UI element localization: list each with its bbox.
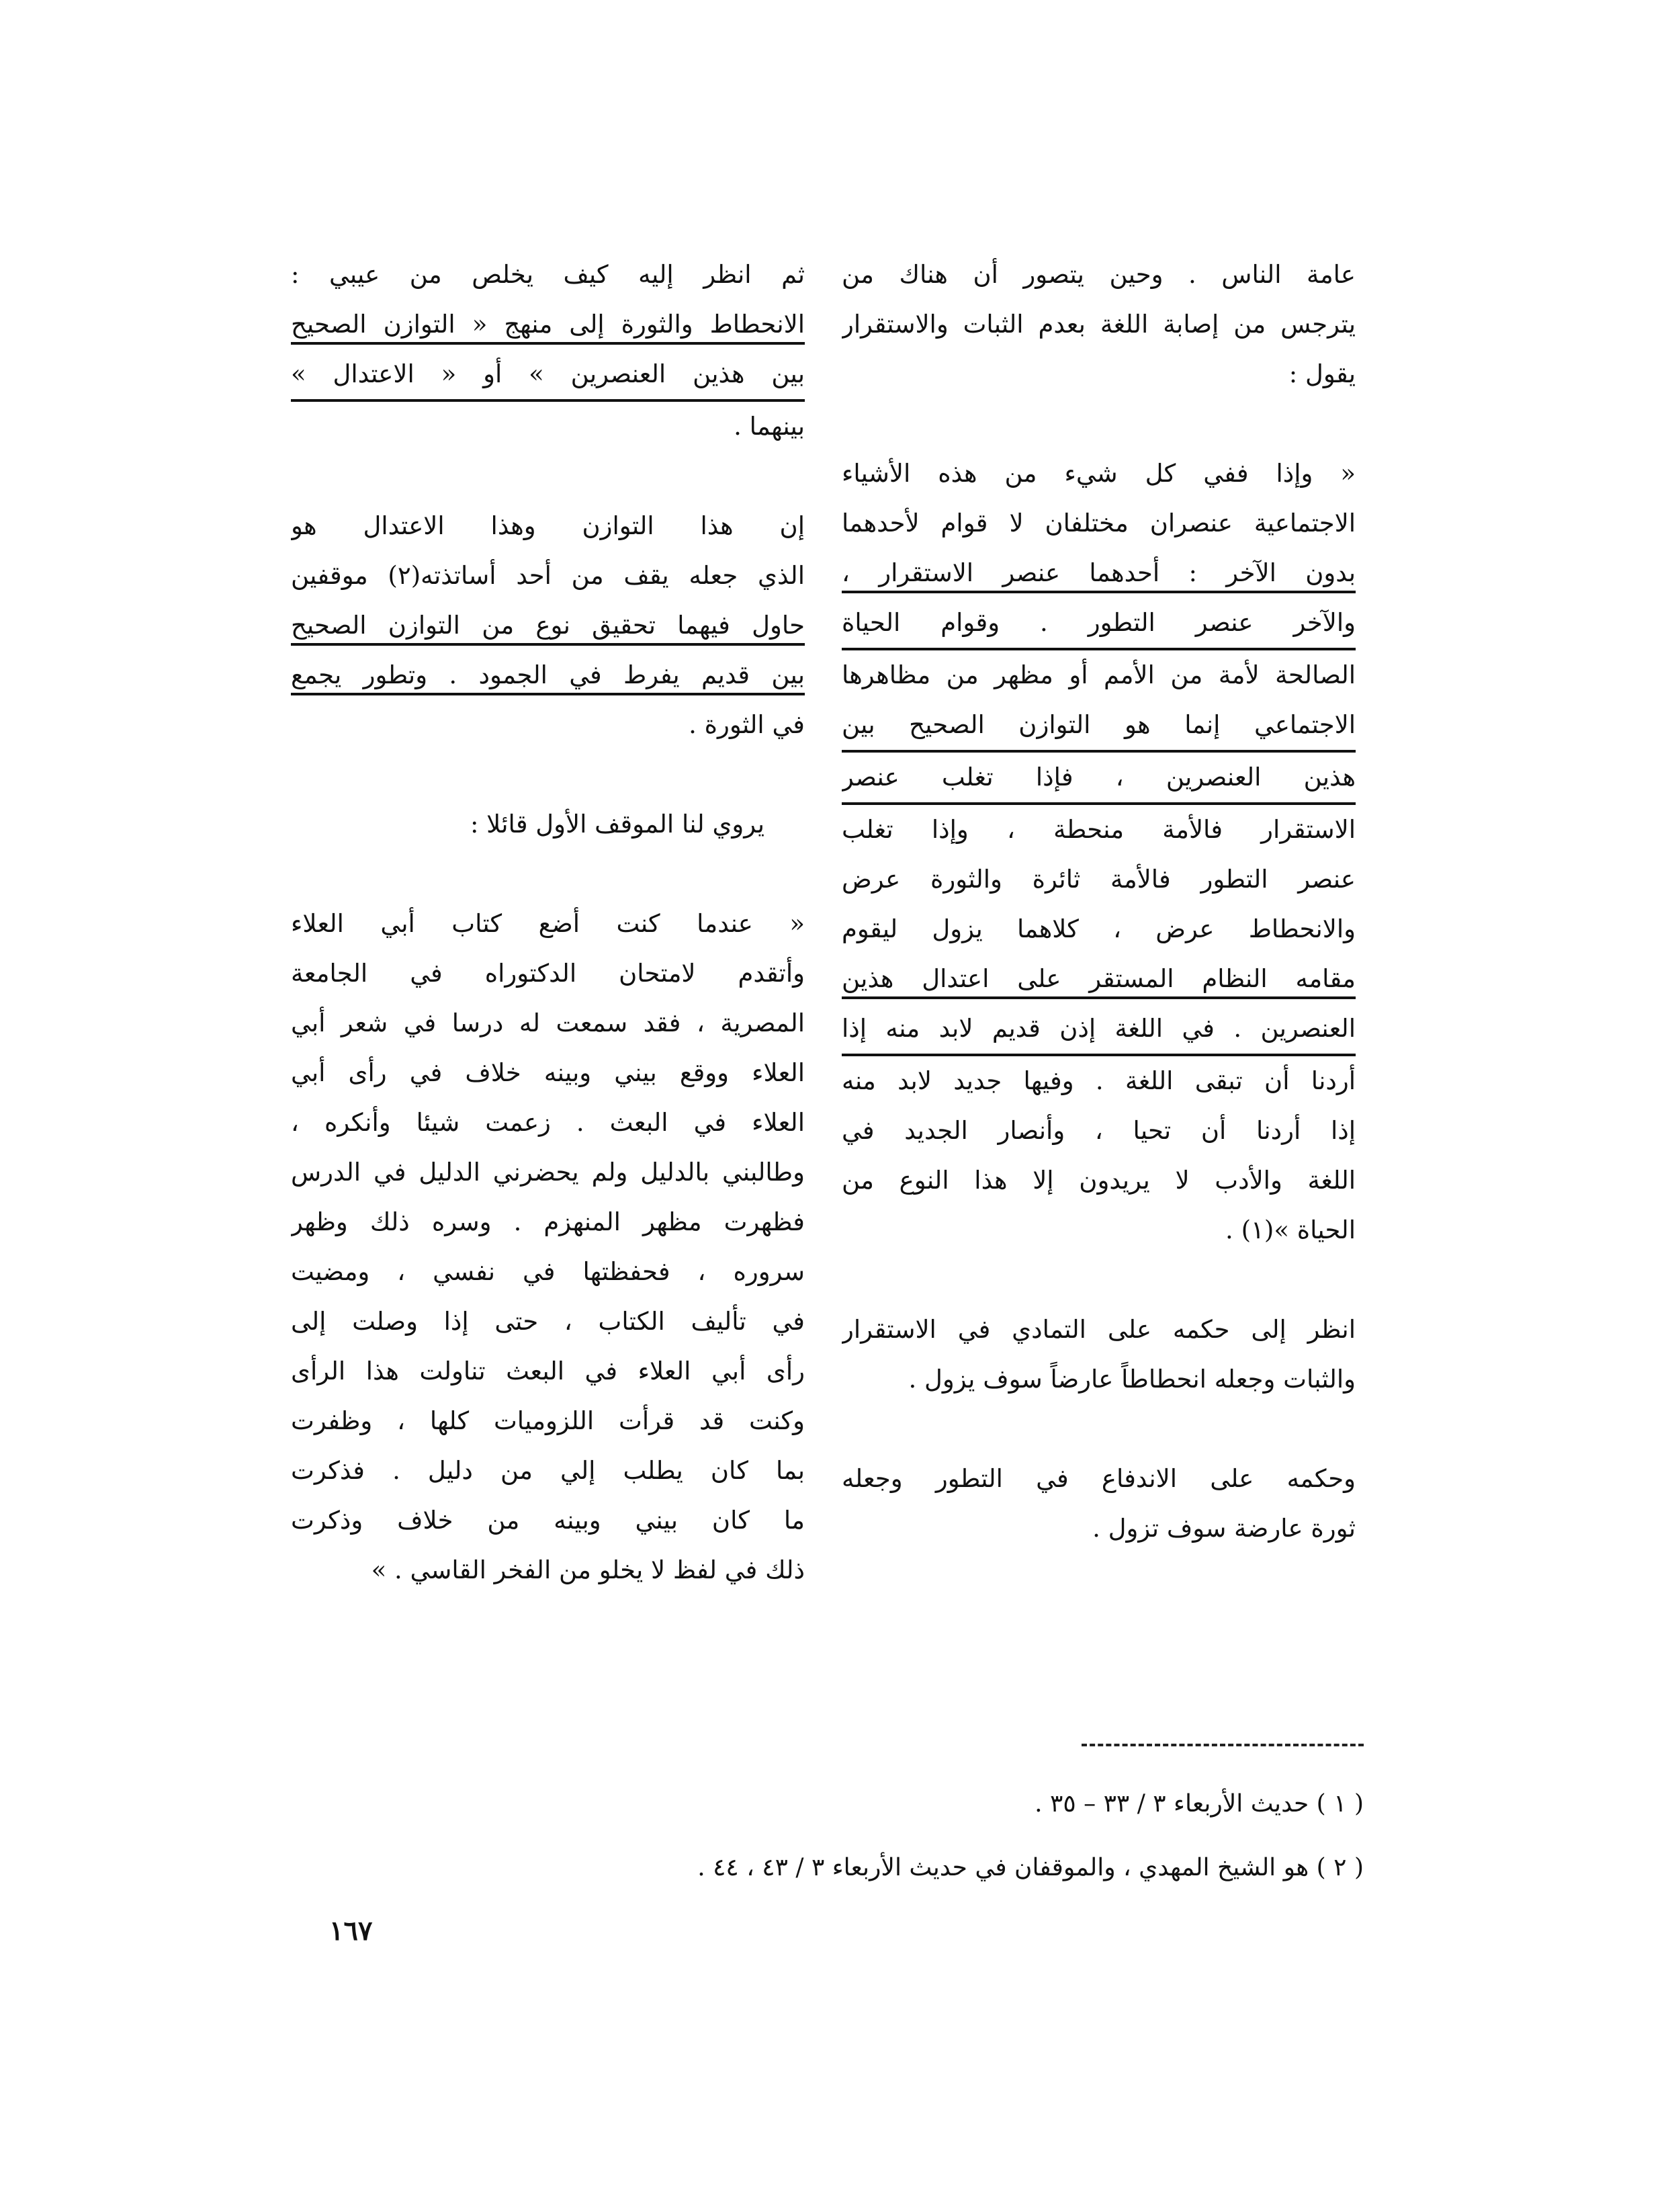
right-line-18: إذا أردنا أن تحيا ، وأنصار الجديد في — [842, 1116, 1356, 1145]
left-line-1: ثم انظر إليه كيف يخلص من عيبي : — [291, 260, 805, 289]
left-line-3: بين هذين العنصرين » أو « الاعتدال » — [291, 349, 805, 402]
left-line-6: إن هذا التوازن وهذا الاعتدال هو — [291, 511, 805, 540]
left-column — [291, 250, 805, 1595]
right-line-11: هذين العنصرين ، فإذا تغلب عنصر — [842, 753, 1356, 805]
left-line-18: العلاء في البعث . زعمت شيئا وأنكره ، — [291, 1108, 805, 1137]
paragraph-gap — [842, 1404, 1356, 1454]
left-line-26: ما كان بيني وبينه من خلاف وذكرت — [291, 1506, 805, 1535]
left-line-8: حاول فيهما تحقيق نوع من التوازن الصحيح — [291, 611, 805, 640]
right-line-3: يقول : — [1288, 359, 1356, 388]
right-line-14: والانحطاط عرض ، كلاهما يزول ليقوم — [842, 914, 1356, 943]
right-column — [842, 250, 1356, 1554]
right-line-1: عامة الناس . وحين يتصور أن هناك من — [842, 260, 1356, 289]
right-line-19: اللغة والأدب لا يريدون إلا هذا النوع من — [842, 1166, 1356, 1195]
left-line-7: الذي جعله يقف من أحد أساتذته(٢) موقفين — [291, 561, 805, 590]
footnote-2 — [511, 1844, 1364, 1891]
left-line-10: في الثورة . — [689, 710, 805, 739]
right-line-7: بدون الآخر : أحدهما عنصر الاستقرار ، — [842, 558, 1356, 587]
left-line-21: سروره ، فحفظتها في نفسي ، ومضيت — [291, 1257, 805, 1286]
left-line-9: بين قديم يفرط في الجمود . وتطور يجمع — [291, 661, 805, 689]
right-line-20: الحياة »(١) . — [1225, 1216, 1356, 1244]
right-line-23: والثبات وجعله انحطاطاً عارضاً سوف يزول . — [908, 1365, 1356, 1394]
footnote-1 — [511, 1781, 1364, 1828]
left-line-16: المصرية ، فقد سمعت له درسا في شعر أبي — [291, 1009, 805, 1037]
footnote-2-text: ( ٢ ) هو الشيخ المهدي ، والموقفان في حديث الأربعاء ٣ / ٤٣ ، ٤٤ . — [697, 1854, 1364, 1881]
left-line-4: بينهما . — [734, 412, 805, 441]
left-line-12: يروي لنا الموقف الأول قائلا : — [470, 810, 764, 839]
left-line-22: في تأليف الكتاب ، حتى إذا وصلت إلى — [291, 1307, 805, 1336]
right-line-8: والآخر عنصر التطور . وقوام الحياة — [842, 598, 1356, 650]
paragraph-gap — [291, 750, 805, 800]
left-line-24: وكنت قد قرأت اللزوميات كلها ، وظفرت — [291, 1406, 805, 1435]
left-line-20: فظهرت مظهر المنهزم . وسره ذلك وظهر — [291, 1207, 805, 1236]
right-line-12: الاستقرار فالأمة منحطة ، وإذا تغلب — [842, 815, 1356, 844]
right-line-15: مقامه النظام المستقر على اعتدال هذين — [842, 964, 1356, 993]
page-number: ١٦٧ — [329, 1915, 373, 1947]
left-line-17: العلاء ووقع بيني وبينه خلاف في رأى أبي — [291, 1058, 805, 1087]
right-line-13: عنصر التطور فالأمة ثائرة والثورة عرض — [842, 865, 1356, 894]
right-line-26: ثورة عارضة سوف تزول . — [1092, 1514, 1356, 1543]
footnote-separator — [1082, 1744, 1364, 1746]
right-line-5: « وإذا ففي كل شيء من هذه الأشياء — [842, 459, 1356, 488]
footnote-1-text: ( ١ ) حديث الأربعاء ٣ / ٣٣ – ٣٥ . — [1035, 1790, 1364, 1818]
left-line-19: وطالبني بالدليل ولم يحضرني الدليل في الدرس — [291, 1158, 805, 1187]
right-line-9: الصالحة لأمة من الأمم أو مظهر من مظاهرها — [842, 661, 1356, 689]
right-line-6: الاجتماعية عنصران مختلفان لا قوام لأحدهما — [842, 509, 1356, 538]
right-line-25: وحكمه على الاندفاع في التطور وجعله — [842, 1464, 1356, 1493]
left-line-27: ذلك في لفظ لا يخلو من الفخر القاسي . » — [371, 1556, 805, 1584]
left-line-14: « عندما كنت أضع كتاب أبي العلاء — [291, 909, 805, 938]
left-line-15: وأتقدم لامتحان الدكتوراه في الجامعة — [291, 959, 805, 988]
right-line-16: العنصرين . في اللغة إذن قديم لابد منه إذا — [842, 1004, 1356, 1056]
right-line-17: أردنا أن تبقى اللغة . وفيها جديد لابد منه — [842, 1066, 1356, 1095]
left-line-25: بما كان يطلب إلي من دليل . فذكرت — [291, 1456, 805, 1485]
right-line-22: انظر إلى حكمه على التمادي في الاستقرار — [842, 1315, 1356, 1344]
left-line-23: رأى أبي العلاء في البعث تناولت هذا الرأى — [291, 1357, 805, 1386]
paragraph-gap — [291, 849, 805, 899]
left-line-2: الانحطاط والثورة إلى منهج « التوازن الصحيح — [291, 310, 805, 339]
right-line-2: يترجس من إصابة اللغة بعدم الثبات والاستقرار — [842, 310, 1356, 339]
paragraph-gap — [842, 1255, 1356, 1305]
right-line-10: الاجتماعي إنما هو التوازن الصحيح بين — [842, 700, 1356, 753]
paragraph-gap — [291, 452, 805, 501]
paragraph-gap — [842, 399, 1356, 449]
